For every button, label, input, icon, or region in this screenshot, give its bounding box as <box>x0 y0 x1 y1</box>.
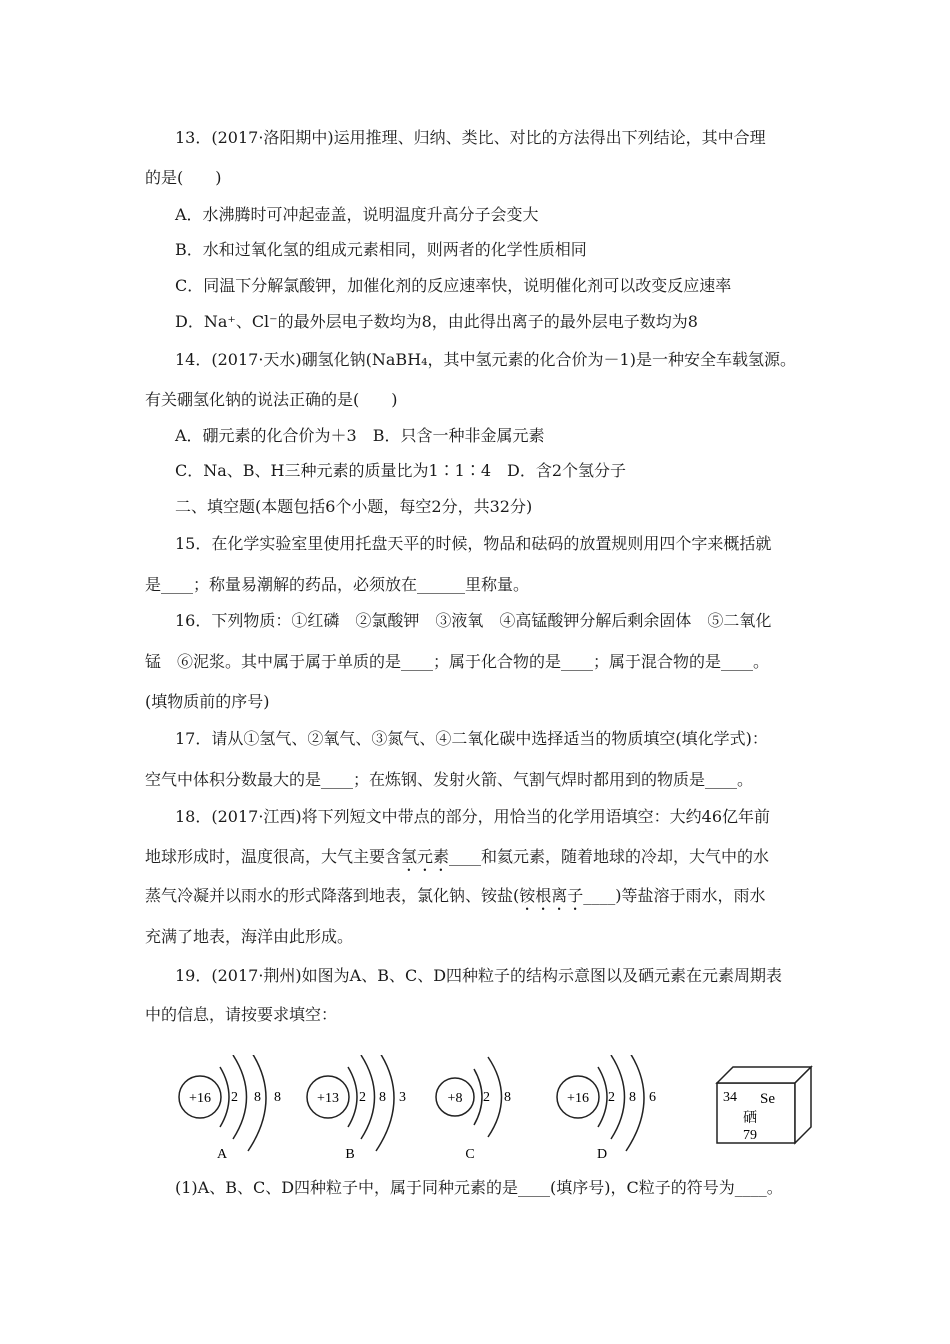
particle-a-label: A <box>216 1147 228 1162</box>
q18-line4: 充满了地表，海洋由此形成。 <box>145 927 354 946</box>
q16-line1: 16．下列物质：①红磷 ②氯酸钾 ③液氧 ④高锰酸钾分解后剩余固体 ⑤二氧化 <box>175 611 772 630</box>
q15-line1: 15．在化学实验室里使用托盘天平的时候，物品和砝码的放置规则用四个字来概括就 <box>175 534 772 553</box>
particle-a-shell-3: 8 <box>274 1090 281 1105</box>
particle-d-shell-2: 8 <box>629 1090 636 1105</box>
q13-option-a: A．水沸腾时可冲起壶盖，说明温度升高分子会变大 <box>175 205 539 224</box>
q16-line2: 锰 ⑥泥浆。其中属于属于单质的是____；属于化合物的是____；属于混合物的是____。 <box>145 652 770 671</box>
particle-c-shell-1: 2 <box>483 1090 490 1105</box>
q16-line3: (填物质前的序号) <box>145 692 270 711</box>
q19-line1: 19．(2017·荆州)如图为A、B、C、D四种粒子的结构示意图以及硒元素在元素周期表 <box>175 966 783 985</box>
q14-options-cd: C．Na、B、H三种元素的质量比为1∶1∶4 D．含2个氢分子 <box>175 461 627 480</box>
particle-b <box>307 1055 406 1162</box>
q18-line2-text-end: ____和氦元素，随着地球的冷却，大气中的水 <box>449 847 770 866</box>
q18-line2 <box>145 847 769 875</box>
particle-d-nucleus: +16 <box>567 1091 589 1106</box>
particle-d-shell-1: 2 <box>608 1090 615 1105</box>
particle-c <box>436 1057 511 1162</box>
particle-d-shell-3: 6 <box>649 1090 656 1105</box>
q18-line3-text-end: ____)等盐溶于雨水，雨水 <box>583 886 766 905</box>
particle-c-label: C <box>465 1147 475 1162</box>
q14-stem-line1: 14．(2017·天水)硼氢化钠(NaBH₄，其中氢元素的化合价为－1)是一种安全车载氢源。 <box>175 350 796 369</box>
q17-line1: 17．请从①氢气、②氧气、③氮气、④二氧化碳中选择适当的物质填空(填化学式)： <box>175 729 768 748</box>
q13-option-d: D．Na⁺、Cl⁻的最外层电子数均为8，由此得出离子的最外层电子数均为8 <box>175 312 698 331</box>
q18-dotted-ammonium: 铵根离子 <box>519 886 584 905</box>
particle-d <box>557 1055 656 1162</box>
q14-stem-line2: 有关硼氢化钠的说法正确的是( ) <box>145 390 398 409</box>
section-heading: 二、填空题(本题包括6个小题，每空2分，共32分) <box>175 497 533 516</box>
particle-c-shell-2: 8 <box>504 1090 511 1105</box>
q13-option-b: B．水和过氧化氢的组成元素相同，则两者的化学性质相同 <box>175 240 587 259</box>
particle-a-shell-2: 8 <box>254 1090 261 1105</box>
particle-c-nucleus: +8 <box>447 1091 463 1106</box>
particle-b-shell-3: 3 <box>399 1090 406 1105</box>
q18-line3 <box>145 886 766 914</box>
particle-a-shell-1: 2 <box>231 1090 238 1105</box>
q13-option-c: C．同温下分解氯酸钾，加催化剂的反应速率快，说明催化剂可以改变反应速率 <box>175 276 732 295</box>
q14-options-ab: A．硼元素的化合价为＋3 B．只含一种非金属元素 <box>175 426 545 445</box>
particle-b-shell-2: 8 <box>379 1090 386 1105</box>
q19-line2: 中的信息，请按要求填空： <box>145 1005 338 1024</box>
q18-line1: 18．(2017·江西)将下列短文中带点的部分，用恰当的化学用语填空：大约46亿年前 <box>175 807 771 826</box>
q19-sub1: (1)A、B、C、D四种粒子中，属于同种元素的是____(填序号)，C粒子的符号为____。 <box>175 1178 783 1197</box>
element-name: 硒 <box>743 1111 757 1126</box>
q15-line2: 是____；称量易潮解的药品，必须放在______里称量。 <box>145 575 530 594</box>
q13-stem-line2: 的是( ) <box>145 168 222 187</box>
figure-svg <box>170 1055 820 1170</box>
particle-a-nucleus: +16 <box>189 1091 211 1106</box>
particle-b-shell-1: 2 <box>359 1090 366 1105</box>
q13-stem-line1: 13．(2017·洛阳期中)运用推理、归纳、类比、对比的方法得出下列结论，其中合理 <box>175 128 766 147</box>
q17-line2: 空气中体积分数最大的是____；在炼钢、发射火箭、气割气焊时都用到的物质是____。 <box>145 770 754 789</box>
element-symbol: Se <box>760 1091 775 1107</box>
particle-d-label: D <box>596 1147 608 1162</box>
q18-line3-text: 蒸气冷凝并以雨水的形式降落到地表，氯化钠、铵盐( <box>145 886 520 905</box>
atomic-structure-figure <box>170 1055 820 1170</box>
element-mass: 79 <box>743 1128 757 1143</box>
particle-b-label: B <box>345 1147 355 1162</box>
element-number: 34 <box>723 1090 737 1105</box>
particle-b-nucleus: +13 <box>317 1091 339 1106</box>
q18-dotted-hydrogen: 氢元素 <box>401 847 450 866</box>
particle-a <box>179 1055 281 1162</box>
q18-line2-text: 地球形成时，温度很高，大气主要含 <box>145 847 402 866</box>
selenium-element-box <box>717 1067 811 1143</box>
